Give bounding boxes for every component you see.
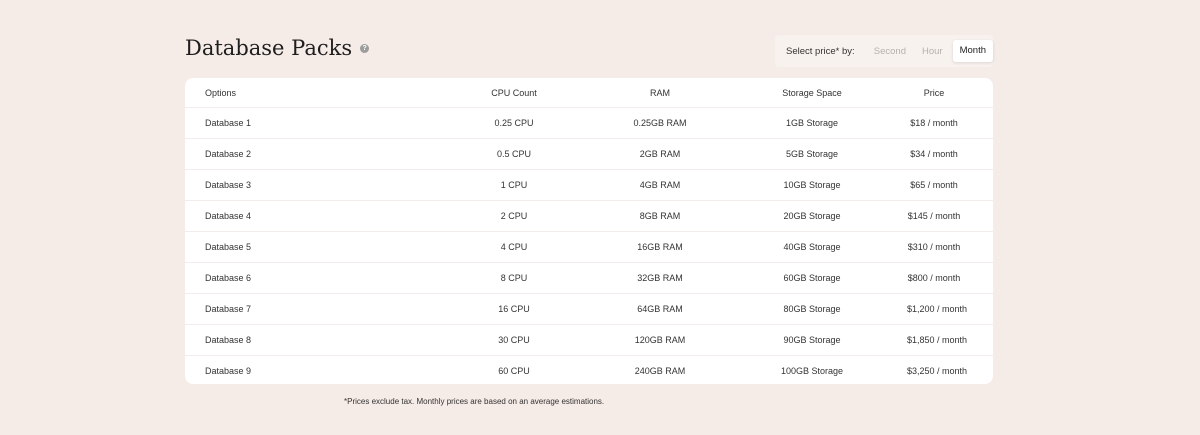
database-packs-table [185, 78, 993, 384]
cell-storage: 1GB Storage [785, 118, 839, 128]
cell-ram: 2GB RAM [639, 149, 681, 159]
price-selector-label: Select price* by: [786, 45, 855, 57]
cell-storage: 5GB Storage [785, 149, 839, 159]
table-row [185, 293, 993, 324]
price-option-hour[interactable]: Hour [922, 45, 943, 57]
cell-ram: 8GB RAM [639, 211, 681, 221]
cell-ram: 4GB RAM [639, 180, 681, 190]
cell-cpu-count: 0.25 CPU [494, 118, 534, 128]
table-row [185, 231, 993, 262]
page-title-text: Database Packs [185, 36, 353, 60]
cell-option-name: Database 6 [205, 273, 252, 283]
cell-storage: 10GB Storage [783, 180, 841, 190]
table-header-row [185, 78, 993, 107]
column-header-price: Price [923, 87, 945, 98]
footnote: *Prices exclude tax. Monthly prices are based on an average estimations. [344, 397, 605, 406]
price-option-month[interactable]: Month [953, 40, 993, 62]
cell-cpu-count: 4 CPU [500, 242, 528, 252]
cell-price: $3,250 / month [907, 366, 968, 376]
table-row [185, 200, 993, 231]
cell-storage: 100GB Storage [780, 366, 844, 376]
cell-cpu-count: 30 CPU [498, 335, 530, 345]
cell-price: $34 / month [910, 149, 958, 159]
table-row [185, 169, 993, 200]
cell-storage: 40GB Storage [783, 242, 841, 252]
cell-cpu-count: 60 CPU [498, 366, 530, 376]
cell-storage: 60GB Storage [783, 273, 841, 283]
page-title [185, 36, 369, 60]
price-period-selector [775, 35, 993, 67]
column-header-storage: Storage Space [782, 87, 842, 98]
cell-storage: 80GB Storage [783, 304, 841, 314]
table-row [185, 324, 993, 355]
cell-price: $65 / month [910, 180, 958, 190]
price-option-second[interactable]: Second [873, 45, 906, 57]
cell-option-name: Database 7 [205, 304, 252, 314]
cell-cpu-count: 2 CPU [500, 211, 528, 221]
cell-ram: 240GB RAM [634, 366, 686, 376]
cell-option-name: Database 4 [205, 211, 252, 221]
column-header-ram: RAM [650, 87, 670, 98]
table-row [185, 107, 993, 138]
column-header-cpu: CPU Count [491, 87, 537, 98]
table-row [185, 138, 993, 169]
column-header-options: Options [205, 87, 237, 98]
cell-option-name: Database 1 [205, 118, 252, 128]
cell-ram: 120GB RAM [634, 335, 686, 345]
cell-cpu-count: 16 CPU [498, 304, 530, 314]
table-row [185, 262, 993, 293]
cell-ram: 16GB RAM [637, 242, 683, 252]
cell-ram: 32GB RAM [637, 273, 683, 283]
cell-price: $18 / month [910, 118, 958, 128]
cell-price: $800 / month [907, 273, 961, 283]
cell-option-name: Database 5 [205, 242, 252, 252]
cell-ram: 64GB RAM [637, 304, 683, 314]
cell-price: $145 / month [907, 211, 961, 221]
cell-price: $1,200 / month [907, 304, 968, 314]
cell-price: $310 / month [907, 242, 961, 252]
cell-storage: 90GB Storage [783, 335, 841, 345]
cell-option-name: Database 8 [205, 335, 252, 345]
table-row [185, 355, 993, 384]
cell-option-name: Database 9 [205, 366, 252, 376]
cell-cpu-count: 8 CPU [500, 273, 528, 283]
cell-cpu-count: 1 CPU [500, 180, 528, 190]
question-circle-icon[interactable]: ? [360, 44, 369, 53]
cell-option-name: Database 2 [205, 149, 252, 159]
cell-price: $1,850 / month [907, 335, 968, 345]
cell-storage: 20GB Storage [783, 211, 841, 221]
cell-option-name: Database 3 [205, 180, 252, 190]
cell-cpu-count: 0.5 CPU [496, 149, 531, 159]
cell-ram: 0.25GB RAM [633, 118, 687, 128]
